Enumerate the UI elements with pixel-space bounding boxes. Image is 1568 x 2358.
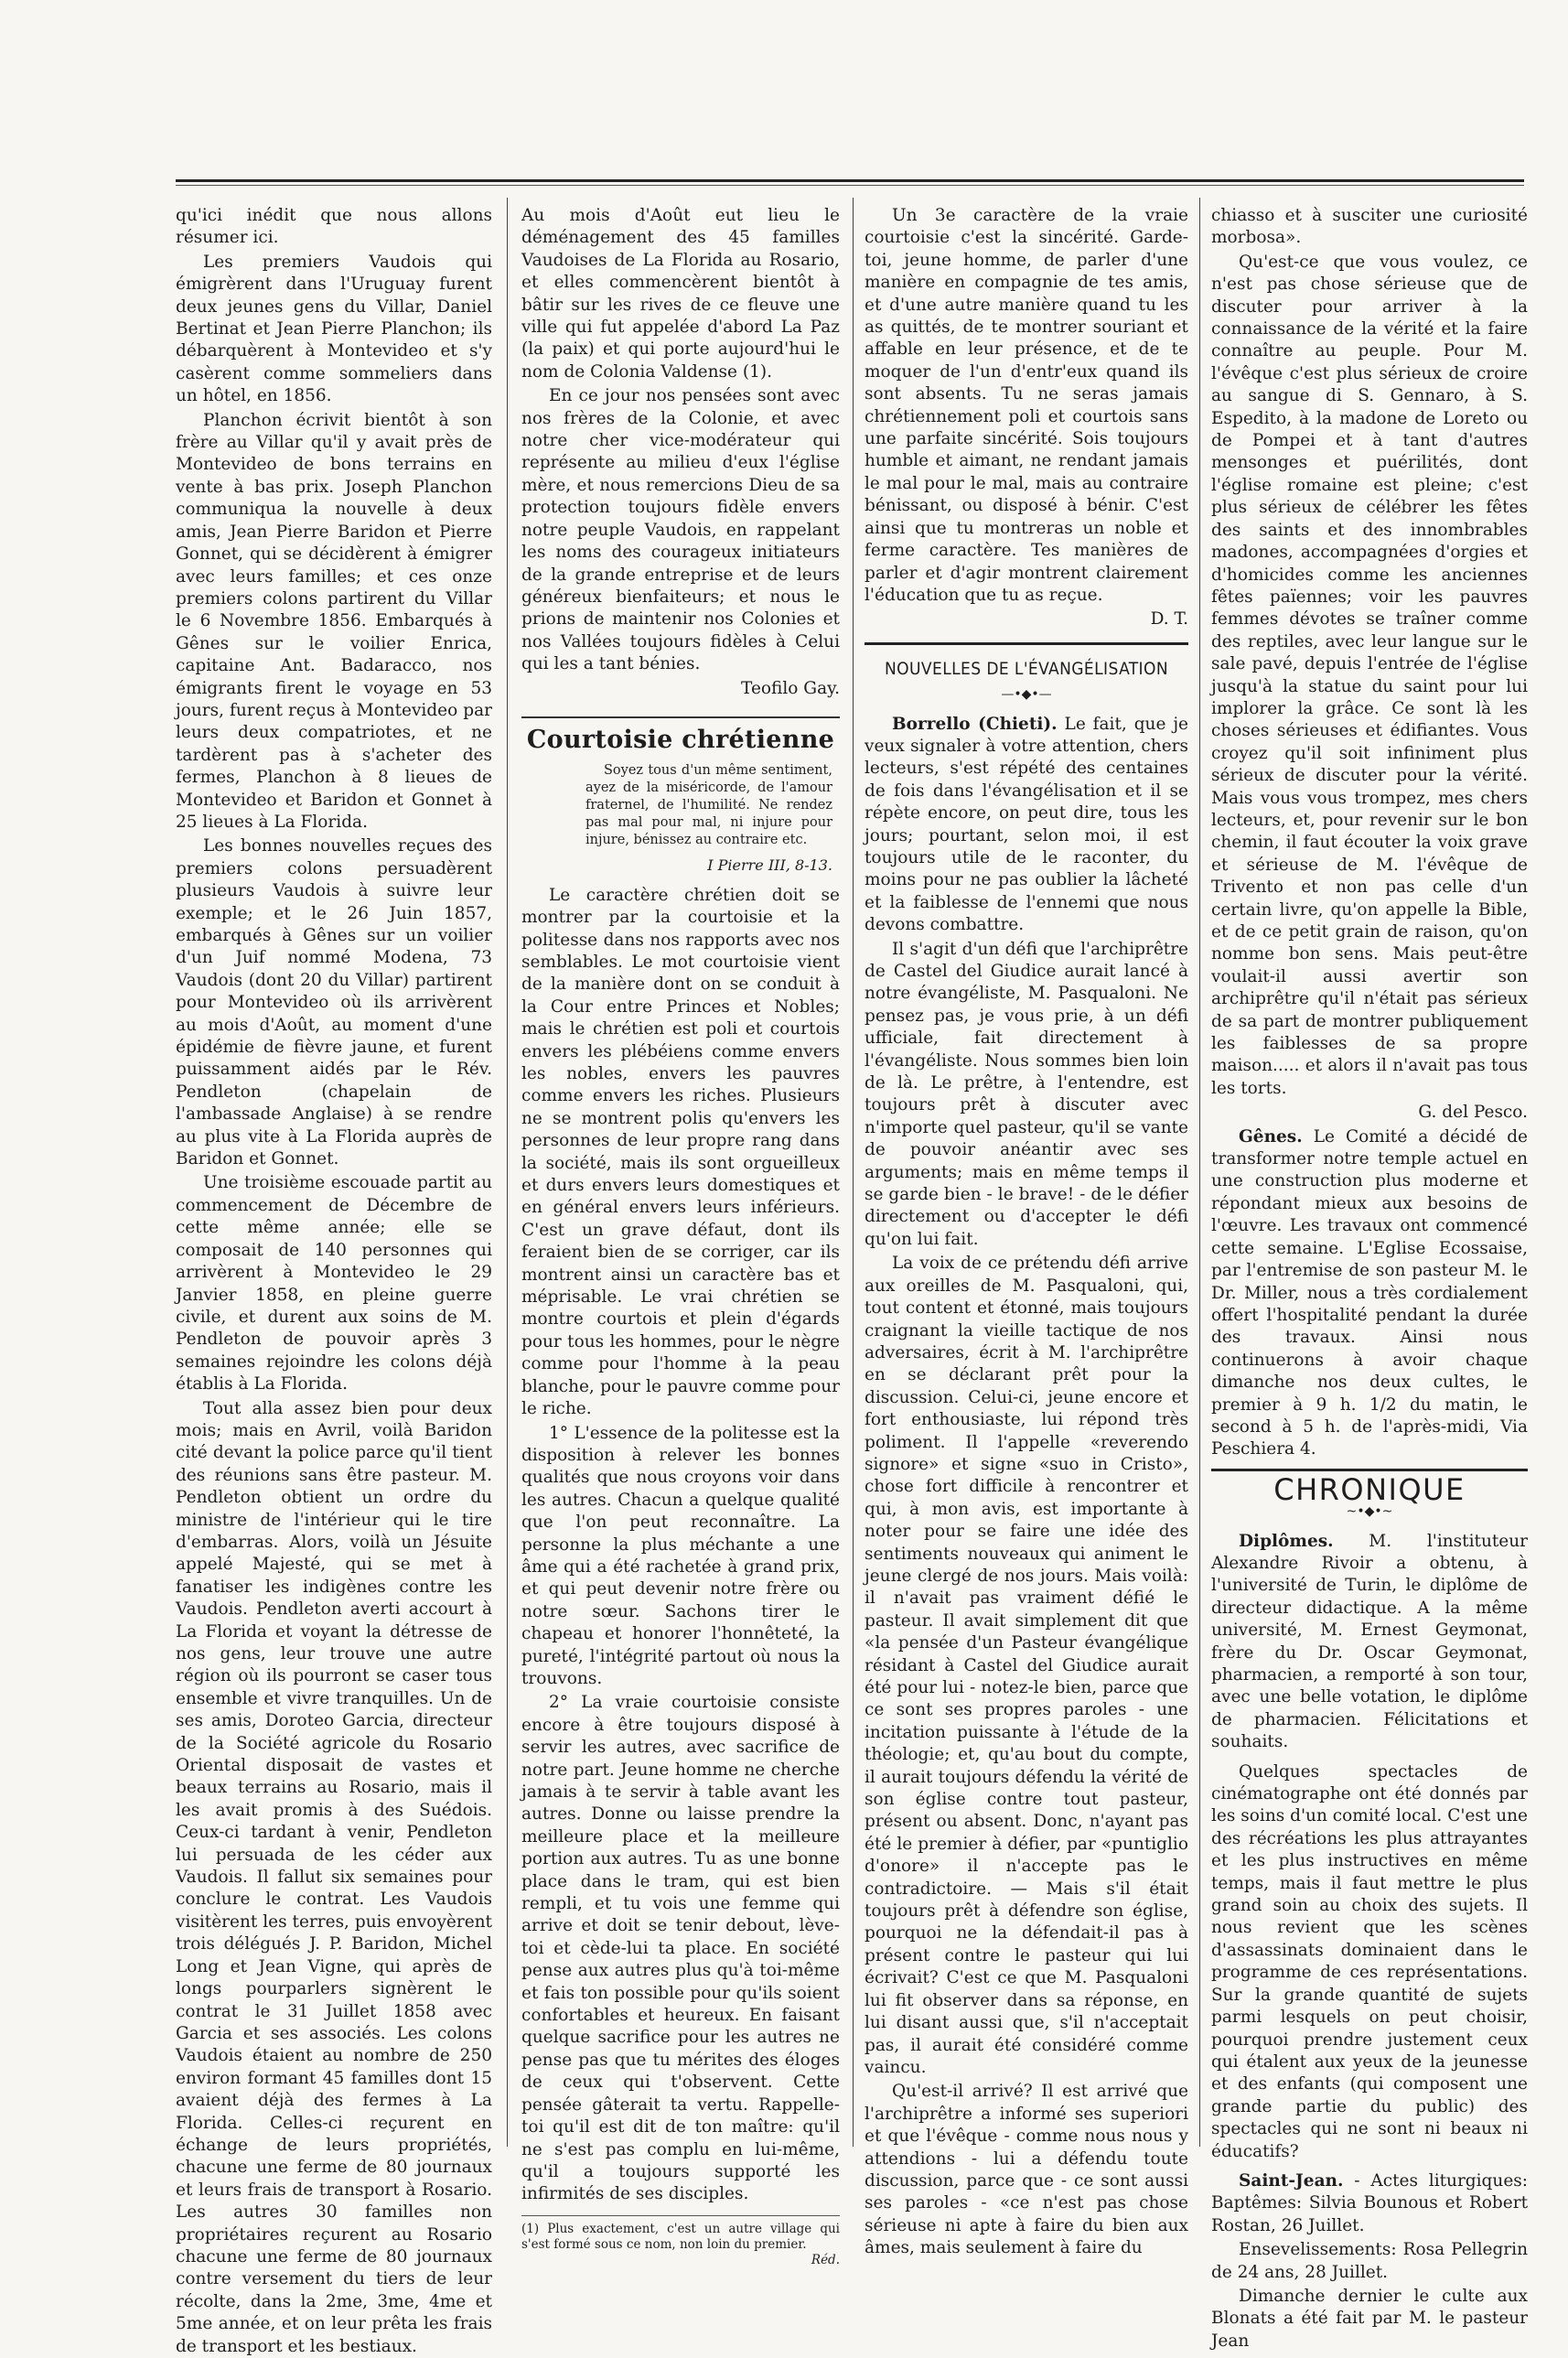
paragraph: Les premiers Vaudois qui émigrèrent dans l'Uruguay furent deux jeunes gens du Villar, Daniel Bertinat et Jean Pierre Planchon; ils débarquèrent à Montevideo et s'y casèrent comme sommeliers dans un hôtel, en 1856. [176, 252, 492, 406]
article-title: Courtoisie chrétienne [521, 716, 840, 751]
footnote-text: (1) Plus exactement, c'est un autre village qui s'est formé sous ce nom, non loin du premier. [521, 2221, 840, 2252]
paragraph: 1° L'essence de la politesse est la disposition à relever les bonnes qualités que nous croyons voir dans les autres. Chacun a quelque qualité que l'on peut reconnaître. La personne la plus méchante a une âme qui a été rachetée à grand prix, et qui peut devenir notre frère ou notre sœur. Sachons tirer le chapeau et honorer l'honnêteté, la pureté, l'intégrité partout où nous la trouvons. [521, 1423, 840, 1688]
paragraph: Qu'est-ce que vous voulez, ce n'est pas chose sérieuse que de discuter pour arriver à la connaissance de la vérité et la faire connaître au peuple. Pour M. l'évêque c'est plus sérieux de croire au sangue di S. Gennaro, à S. Espedito, à la madone de Loreto ou de Pompei et à tant d'autres mensonges et puérilités, dont l'église romaine est pleine; c'est plus sérieux de célébrer les fêtes des saints et des innombrables madones, accompagnées d'orgies et d'homicides comme les anciennes fêtes païennes; voir les pauvres femmes dévotes se traîner comme des reptiles, avec leur langue sur le sale pavé, depuis l'entrée de l'église jusqu'à la statue du saint pour lui implorer la grâce. Ce sont là les choses sérieuses et édifiantes. Vous croyez qu'il soit infiniment plus sérieux de discuter pour la vérité. Mais vous vous trompez, mes chers lecteurs, et, pour revenir sur le bon chemin, il faut écouter la voix grave et sérieuse de M. l'évêque de Trivento et non pas celle d'un certain livre, qu'on appelle la Bible, et de ce petit grain de raison, qu'on nomme bon sens. Mais peut-être voulait-il aussi avertir son archiprêtre qu'il n'était pas sérieux de sa part de montrer publiquement les faiblesses de sa propre maison..... et alors il n'avait pas tous les torts. [1211, 252, 1528, 1098]
footnote [521, 2215, 840, 2268]
lead-place: Borrello (Chieti). [892, 714, 1058, 734]
paragraph: chiasso et à susciter une curiosité morbosa». [1211, 206, 1528, 248]
ornament: ~•◆•~ [1346, 1504, 1393, 1520]
column-3 [865, 205, 1188, 2258]
lead-topic: Diplômes. [1239, 1531, 1334, 1551]
paragraph: En ce jour nos pensées sont avec nos frères de la Colonie, et avec notre cher vice-modérateur qui représente au milieu d'eux l'église mère, et nous remercions Dieu de sa protection toujours fidèle envers notre peuple Vaudois, en rappelant les noms des courageux initiateurs de la grande entreprise et de leurs généreux bienfaiteurs; et nous le prions de maintenir nos Colonies et nos Vallées toujours fidèles à Celui qui les a tant bénies. [521, 386, 840, 674]
column-divider-3 [1199, 198, 1200, 2147]
column-divider-1 [507, 198, 508, 2147]
paragraph-text: M. l'instituteur Alexandre Rivoir a obtenu, à l'université de Turin, le diplôme de directeur didactique. A la même université, M. Ernest Geymonat, frère du Dr. Oscar Geymonat, pharmacien, a remporté à son tour, avec une belle votation, le diplôme de pharmacien. Félicitations et souhaits. [1211, 1531, 1528, 1752]
paragraph: Il s'agit d'un défi que l'archiprêtre de Castel del Giudice aurait lancé à notre évangéliste, M. Pasqualoni. Ne pensez pas, je vous prie, à un défi ufficiale, fait directement à l'évangéliste. Nous sommes bien loin de là. Le prêtre, à l'entendre, est toujours prêt à discuter avec n'importe quel pasteur, qu'il se vante de pouvoir anéantir avec ses arguments; mais en même temps il se garde bien - le brave! - de le défier directement ou d'accepter le défi qu'on lui fait. [865, 939, 1188, 1249]
header-rule-thin [176, 185, 1524, 186]
paragraph: Au mois d'Août eut lieu le déménagement des 45 familles Vaudoises de La Florida au Rosario, et elles commencèrent bientôt à bâtir sur les rives de ce fleuve une ville qui fut appelée d'abord La Paz (la paix) et qui porte aujourd'hui le nom de Colonia Valdense (1). [521, 206, 840, 382]
header-rule [176, 179, 1524, 182]
paragraph: Ensevelissements: Rosa Pellegrin de 24 ans, 28 Juillet. [1211, 2240, 1528, 2282]
column-divider-2 [853, 198, 854, 2147]
column-2 [521, 205, 840, 2267]
epigraph-reference: I Pierre III, 8-13. [707, 856, 832, 875]
paragraph: qu'ici inédit que nous allons résumer ici. [176, 206, 492, 248]
paragraph [1211, 1531, 1528, 1754]
paragraph: Une troisième escouade partit au commencement de Décembre de cette même année; elle se composait de 140 personnes qui arrivèrent à Montevideo le 29 Janvier 1858, en pleine guerre civile, et durent aux soins de M. Pendleton de pouvoir après 3 semaines rejoindre les colons déjà établis à La Florida. [176, 1173, 492, 1394]
signature: D. T. [1150, 609, 1188, 630]
paragraph: Tout alla assez bien pour deux mois; mais en Avril, voilà Baridon cité devant la police parce qu'il tient des réunions sans être pasteur. M. Pendleton obtient un ordre du ministre de l'intérieur qui le tire d'embarras. Alors, voilà un Jésuite appelé Majesté, qui se met à fanatiser les indigènes contre les Vaudois. Pendleton averti accourt à La Florida et voyant la détresse de nos gens, leur trouve une autre région où ils pourront se caser tous ensemble et vivre tranquilles. Un de ses amis, Doroteo Garcia, directeur de la Société agricole du Rosario Oriental disposait de vastes et beaux terrains au Rosario, mais il les avait promis à des Suédois. Ceux-ci tardant à venir, Pendleton lui persuada de les céder aux Vaudois. Il fallut six semaines pour conclure le contrat. Les Vaudois visitèrent les terres, puis envoyèrent trois délégués J. P. Baridon, Michel Long et Jean Vigne, qui après de longs pourparlers signèrent le contrat le 31 Juillet 1858 avec Garcia et ses associés. Les colons Vaudois étaient au nombre de 250 environ formant 45 familles dont 15 avaient déjà des fermes à La Florida. Celles-ci reçurent en échange de leurs propriétés, chacune une ferme de 80 journaux et leurs frais de transport à Rosario. Les autres 30 familles non propriétaires reçurent au Rosario chacune une ferme de 80 journaux contre versement du tiers de leur récolte, dans la 2me, 3me, 4me et 5me année, et on leur prêta les frais de transport et les bestiaux. [176, 1398, 492, 2356]
paragraph: 2° La vraie courtoisie consiste encore à être toujours disposé à servir les autres, avec sacrifice de notre part. Jeune homme ne cherche jamais à te servir à table avant les autres. Donne ou laisse prendre la meilleure place et la meilleure portion aux autres. Tu as une bonne place dans le tram, qui est bien rempli, et tu vois une femme qui arrive et doit se tenir debout, lève-toi et cède-lui ta place. En société pense aux autres plus qu'à toi-même et fais ton possible pour qu'ils soient confortables et heureux. En faisant quelque sacrifice pour les autres ne pense pas que tu mérites des éloges de ceux qui t'observent. Cette pensée gâterait ta vertu. Rappelle-toi qu'il est dit de ton maître: qu'il ne s'est pas complu en lui-même, qu'il a toujours supporté les infirmités de ses disciples. [521, 1693, 840, 2204]
paragraph: Planchon écrivit bientôt à son frère au Villar qu'il y avait près de Montevideo de bons terrains en vente à bas prix. Joseph Planchon communiqua la nouvelle à deux amis, Jean Pierre Baridon et Pierre Gonnet, qui se décidèrent à émigrer avec leurs familles; et ces onze premiers colons partirent du Villar le 6 Novembre 1856. Embarqués à Gênes sur le voilier Enrica, capitaine Ant. Badaracco, nos émigrants firent le voyage en 53 jours, furent reçus à Montevideo par leurs deux compatriotes, et ne tardèrent pas à s'acheter des fermes, Planchon à 8 lieues de Montevideo et Baridon et Gonnet à 25 lieues à La Florida. [176, 410, 492, 832]
lead-place: Gênes. [1239, 1126, 1303, 1147]
footnote-signature: Réd. [811, 2252, 840, 2267]
column-4 [1211, 205, 1528, 2351]
section-title: NOUVELLES DE L'ÉVANGÉLISATION [865, 642, 1188, 680]
column-1 [176, 205, 492, 2356]
paragraph: Le caractère chrétien doit se montrer par la courtoisie et la politesse dans nos rapports avec nos semblables. Le mot courtoisie vient de la manière dont on se conduit à la Cour entre Princes et Nobles; mais le chrétien est poli et courtois envers les plébéiens comme envers les nobles, envers les pauvres comme envers les riches. Plusieurs ne se montrent polis qu'envers les personnes de leur propre rang dans la société, mais ils sont orgueilleux et durs envers leurs domestiques et en général envers leurs inférieurs. C'est un grave défaut, dont ils feraient bien de se corriger, car ils montrent ainsi un caractère bas et méprisable. Le vrai chrétien se montre courtois et plein d'égards pour tous les hommes, pour le nègre comme pour l'homme à la peau blanche, pour le pauvre comme pour le riche. [521, 885, 840, 1419]
paragraph [1211, 1126, 1528, 1461]
paragraph [865, 714, 1188, 937]
paragraph-text: Le Comité a décidé de transformer notre temple actuel en une construction plus moderne et répondant mieux aux besoins de l'œuvre. Les travaux ont commencé cette semaine. L'Eglise Ecossaise, par l'entremise de son pasteur M. le Dr. Miller, nous a très cordialement offert l'hospitalité pendant la durée des travaux. Ainsi nous continuerons à avoir chaque dimanche nos deux cultes, le premier à 9 h. 1/2 du matin, le second à 5 h. de l'après-midi, Via Peschiera 4. [1211, 1126, 1528, 1459]
paragraph [1211, 2170, 1528, 2237]
paragraph: La voix de ce prétendu défi arrive aux oreilles de M. Pasqualoni, qui, tout content et étonné, mais toujours craignant la vieille tactique de nos adversaires, écrit à M. l'archiprêtre en se déclarant prêt pour la discussion. Celui-ci, jeune encore et fort enthousiaste, lui répond très poliment. Il l'appelle «reverendo signore» et signe «suo in Cristo», chose fort difficile à rencontrer et qui, à mon avis, est importante à noter pour se faire une idée des sentiments nouveaux qui animent le jeune clergé de nos jours. Mais voilà: il n'avait pas vraiment défié le pasteur. Il avait simplement dit que «la pensée d'un Pasteur évangélique résidant à Castel del Giudice aurait été pour lui - notez-le bien, parce que ce sont ses propres paroles - une incitation puissante à l'étude de la théologie; et, qu'au bout du compte, il aurait toujours défendu la vérité de son église contre tout pasteur, présent ou absent. Donc, n'ayant pas été le premier à défier, par «puntiglio d'onore» il n'accepte pas le contradictoire. — Mais s'il était toujours prêt à défendre son église, pourquoi ne la défendait-il pas à présent contre le pasteur qui lui écrivait? C'est ce que M. Pasqualoni lui fit observer dans sa réponse, en lui disant aussi que, s'il n'acceptait pas, il aurait été considéré comme vaincu. [865, 1254, 1188, 2077]
epigraph: Soyez tous d'un même sentiment, ayez de la miséricorde, de l'amour fraternel, de l'humilité. Ne rendez pas mal pour mal, ni injure pour injure, bénissez au contraire etc. [585, 763, 832, 848]
chronique-title: CHRONIQUE [1211, 1469, 1528, 1501]
signature: Teofilo Gay. [741, 678, 840, 698]
ornament: —•◆•— [1001, 687, 1052, 703]
paragraph: Les bonnes nouvelles reçues des premiers colons persuadèrent plusieurs Vaudois à suivre leur exemple; et le 26 Juin 1857, embarqués à Gênes sur un voilier d'un Juif nommé Modena, 73 Vaudois (dont 20 du Villar) partirent pour Montevideo où ils arrivèrent au mois d'Août, au moment d'une épidémie de fièvre jaune, et furent puissamment aidés par le Rév. Pendleton (chapelain de l'ambassade Anglaise) à se rendre au plus vite à La Florida auprès de Baridon et Gonnet. [176, 836, 492, 1169]
paragraph: Dimanche dernier le culte aux Blonats a été fait par M. le pasteur Jean [1211, 2286, 1528, 2351]
paragraph-text: Le fait, que je veux signaler à votre attention, chers lecteurs, s'est répété des centaines de fois dans l'évangélisation et il se répète encore, on peut dire, tous les jours; pourtant, selon moi, il est toujours utile de le raconter, du moins pour ne pas oublier la lâcheté et la faiblesse de l'ennemi que nous devons combattre. [865, 714, 1188, 935]
paragraph-text: - Actes liturgiques: Baptêmes: Silvia Bounous et Robert Rostan, 26 Juillet. [1211, 2170, 1528, 2235]
signature: G. del Pesco. [1418, 1103, 1528, 1123]
lead-place: Saint-Jean. [1239, 2170, 1344, 2191]
paragraph: Un 3e caractère de la vraie courtoisie c'est la sincérité. Garde-toi, jeune homme, de parler d'une manière en compagnie de tes amis, et d'une autre manière quand tu les as quittés, de te montrer souriant et affable en leur présence, et de te moquer de l'un d'entr'eux quand ils sont absents. Tu ne seras jamais chrétiennement poli et courtois sans une parfaite sincérité. Sois toujours humble et aimant, ne rendant jamais le mal pour le mal, mais au contraire bénissant, ou disposé à bénir. C'est ainsi que tu montreras un noble et ferme caractère. Tes manières de parler et d'agir montrent clairement l'éducation que tu as reçue. [865, 206, 1188, 605]
paragraph: Qu'est-il arrivé? Il est arrivé que l'archiprêtre a informé ses superiori et que l'évêque - comme nous nous y attendions - lui a défendu toute discussion, parce que - ce sont aussi ses paroles - «ce n'est pas chose sérieuse ni apte à faire du bien aux âmes, mais seulement à faire du [865, 2082, 1188, 2258]
paragraph: Quelques spectacles de cinématographe ont été donnés par les soins d'un comité local. C'est une des récréations les plus attrayantes et les plus instructives en même temps, mais il faut mettre le plus grand soin au choix des sujets. Il nous revient que les scènes d'assassinats dominaient dans le programme de ces représentations. Sur la grande quantité de sujets parmi lesquels on peut choisir, pourquoi prendre justement ceux qui étalent aux yeux de la jeunesse et des enfants (qui composent une grande partie du public) des spectacles qui ne sont ni beaux ni éducatifs? [1211, 1761, 1528, 2161]
